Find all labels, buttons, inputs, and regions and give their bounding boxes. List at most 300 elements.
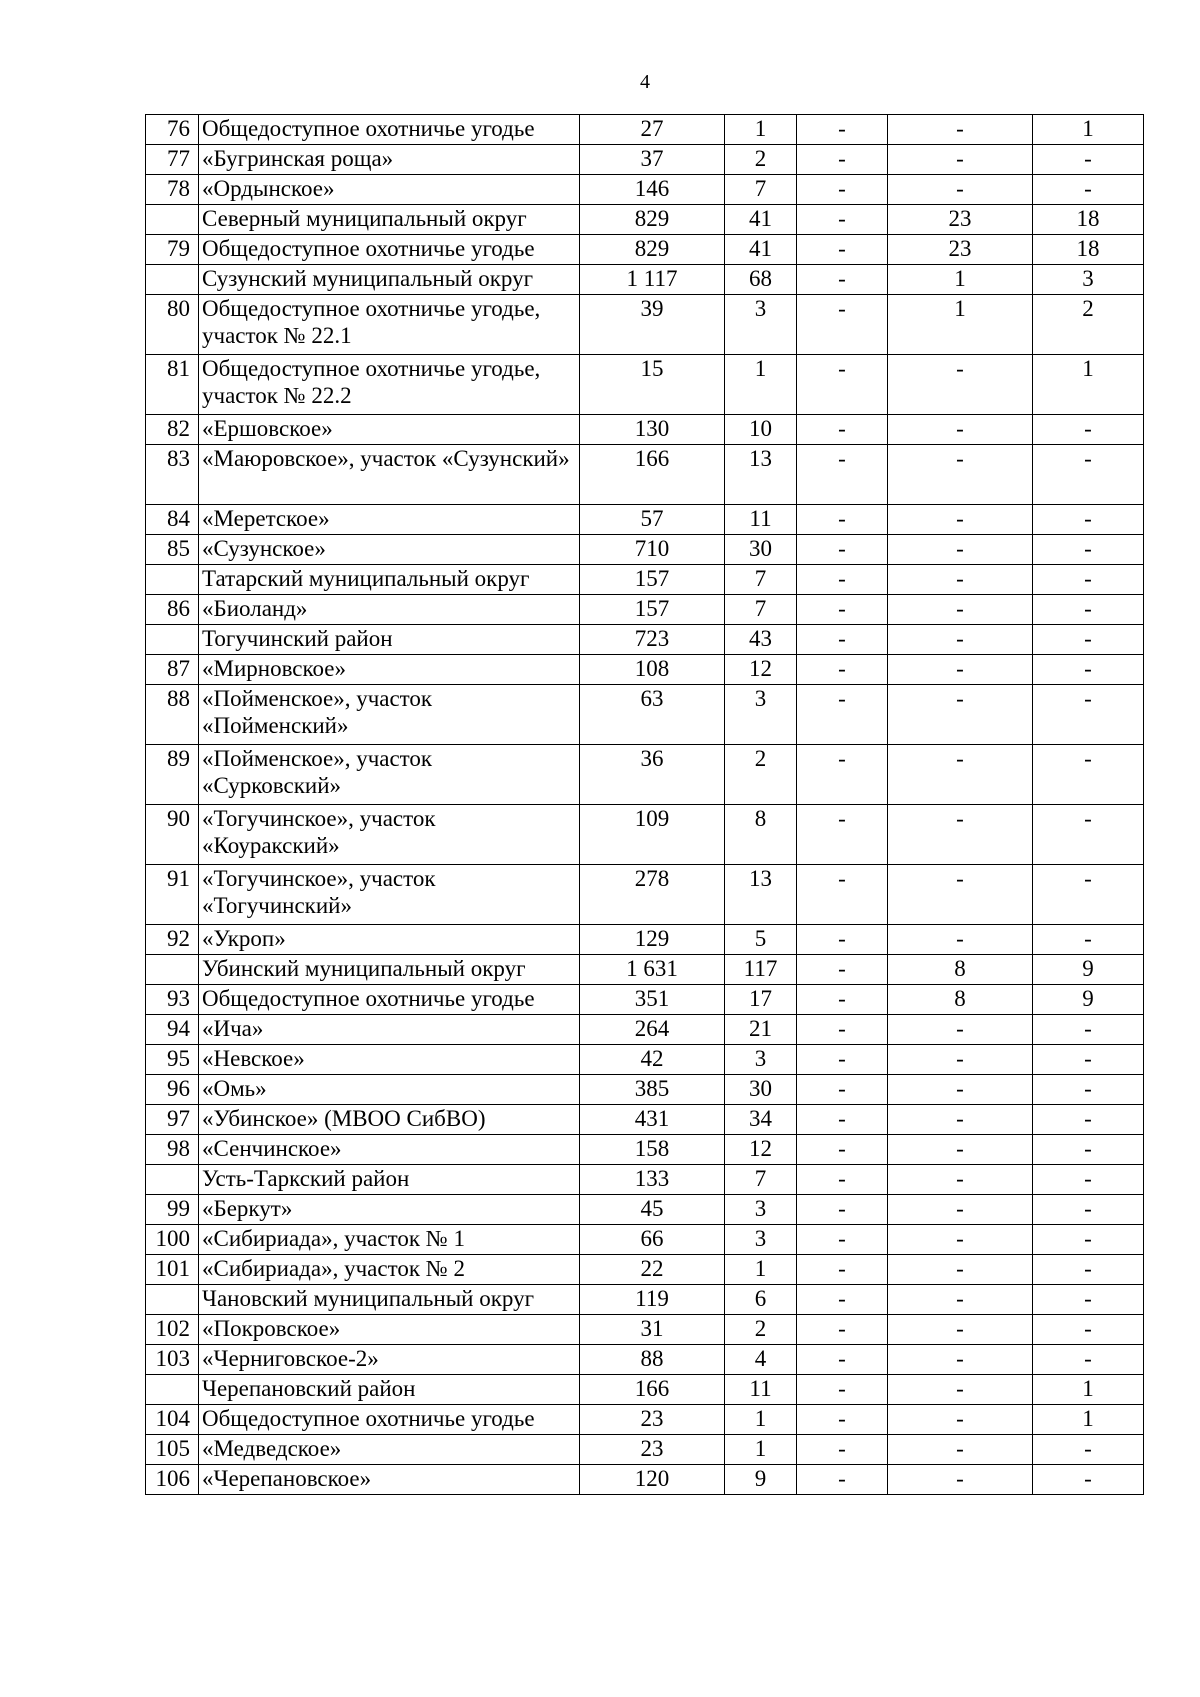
value-cell-4: - <box>888 1135 1033 1165</box>
table-row <box>146 235 1144 265</box>
table-row <box>146 925 1144 955</box>
value-cell-5: - <box>1033 415 1144 445</box>
value-cell-3: - <box>797 565 888 595</box>
value-cell-3: - <box>797 655 888 685</box>
row-number-cell <box>146 1285 199 1315</box>
table-row <box>146 1195 1144 1225</box>
value-cell-1: 42 <box>580 1045 725 1075</box>
value-cell-1: 22 <box>580 1255 725 1285</box>
value-cell-3: - <box>797 1435 888 1465</box>
row-name-cell: «Мирновское» <box>199 655 580 685</box>
value-cell-5: - <box>1033 1465 1144 1495</box>
row-number-cell: 89 <box>146 745 199 805</box>
row-name-cell: «Тогучинское», участок «Коуракский» <box>199 805 580 865</box>
row-name-cell: «Пойменское», участок «Сурковский» <box>199 745 580 805</box>
value-cell-1: 63 <box>580 685 725 745</box>
value-cell-1: 31 <box>580 1315 725 1345</box>
value-cell-4: - <box>888 1195 1033 1225</box>
value-cell-3: - <box>797 1105 888 1135</box>
value-cell-4: 23 <box>888 205 1033 235</box>
value-cell-5: 1 <box>1033 355 1144 415</box>
value-cell-2: 3 <box>725 1045 797 1075</box>
value-cell-4: - <box>888 745 1033 805</box>
value-cell-3: - <box>797 985 888 1015</box>
value-cell-4: - <box>888 415 1033 445</box>
value-cell-3: - <box>797 1375 888 1405</box>
row-name-cell: «Омь» <box>199 1075 580 1105</box>
value-cell-1: 39 <box>580 295 725 355</box>
row-name-cell: Чановский муниципальный округ <box>199 1285 580 1315</box>
row-number-cell <box>146 1165 199 1195</box>
value-cell-1: 264 <box>580 1015 725 1045</box>
value-cell-4: - <box>888 1045 1033 1075</box>
value-cell-3: - <box>797 265 888 295</box>
row-number-cell: 78 <box>146 175 199 205</box>
value-cell-1: 36 <box>580 745 725 805</box>
value-cell-4: - <box>888 1165 1033 1195</box>
table-row <box>146 1075 1144 1105</box>
value-cell-2: 11 <box>725 505 797 535</box>
row-name-cell: «Покровское» <box>199 1315 580 1345</box>
value-cell-2: 1 <box>725 355 797 415</box>
row-name-cell: Общедоступное охотничье угодье <box>199 985 580 1015</box>
row-name-cell: «Медведское» <box>199 1435 580 1465</box>
value-cell-5: - <box>1033 1285 1144 1315</box>
table-row <box>146 1105 1144 1135</box>
row-name-cell: «Бугринская роща» <box>199 145 580 175</box>
value-cell-4: 1 <box>888 265 1033 295</box>
row-number-cell: 96 <box>146 1075 199 1105</box>
value-cell-2: 3 <box>725 685 797 745</box>
value-cell-5: - <box>1033 595 1144 625</box>
row-number-cell: 95 <box>146 1045 199 1075</box>
row-name-cell: Общедоступное охотничье угодье, участок № 22.2 <box>199 355 580 415</box>
value-cell-4: - <box>888 1435 1033 1465</box>
row-name-cell: «Ича» <box>199 1015 580 1045</box>
value-cell-1: 1 631 <box>580 955 725 985</box>
row-number-cell: 81 <box>146 355 199 415</box>
value-cell-1: 166 <box>580 445 725 505</box>
value-cell-5: - <box>1033 1225 1144 1255</box>
value-cell-4: - <box>888 445 1033 505</box>
value-cell-2: 43 <box>725 625 797 655</box>
value-cell-1: 133 <box>580 1165 725 1195</box>
value-cell-3: - <box>797 1225 888 1255</box>
row-name-cell: Усть-Таркский район <box>199 1165 580 1195</box>
table-row <box>146 1405 1144 1435</box>
row-name-cell: Общедоступное охотничье угодье <box>199 235 580 265</box>
row-name-cell: «Меретское» <box>199 505 580 535</box>
value-cell-2: 1 <box>725 115 797 145</box>
row-number-cell: 84 <box>146 505 199 535</box>
row-name-cell: «Ершовское» <box>199 415 580 445</box>
page-number: 4 <box>640 71 650 93</box>
row-number-cell: 93 <box>146 985 199 1015</box>
value-cell-5: - <box>1033 535 1144 565</box>
row-number-cell: 106 <box>146 1465 199 1495</box>
row-number-cell: 85 <box>146 535 199 565</box>
row-name-cell: «Пойменское», участок «Пойменский» <box>199 685 580 745</box>
value-cell-5: - <box>1033 1165 1144 1195</box>
value-cell-2: 4 <box>725 1345 797 1375</box>
value-cell-2: 34 <box>725 1105 797 1135</box>
value-cell-1: 166 <box>580 1375 725 1405</box>
value-cell-2: 12 <box>725 655 797 685</box>
value-cell-3: - <box>797 595 888 625</box>
value-cell-2: 1 <box>725 1405 797 1435</box>
table-row <box>146 1315 1144 1345</box>
value-cell-4: 8 <box>888 985 1033 1015</box>
row-number-cell <box>146 565 199 595</box>
value-cell-2: 41 <box>725 205 797 235</box>
value-cell-5: 18 <box>1033 205 1144 235</box>
table-row <box>146 355 1144 415</box>
value-cell-2: 13 <box>725 865 797 925</box>
value-cell-3: - <box>797 1465 888 1495</box>
value-cell-3: - <box>797 205 888 235</box>
value-cell-3: - <box>797 865 888 925</box>
value-cell-3: - <box>797 805 888 865</box>
value-cell-2: 2 <box>725 1315 797 1345</box>
row-number-cell <box>146 955 199 985</box>
value-cell-4: - <box>888 115 1033 145</box>
value-cell-1: 120 <box>580 1465 725 1495</box>
table-row <box>146 1045 1144 1075</box>
value-cell-1: 109 <box>580 805 725 865</box>
table-row <box>146 805 1144 865</box>
value-cell-3: - <box>797 925 888 955</box>
value-cell-2: 10 <box>725 415 797 445</box>
row-number-cell: 83 <box>146 445 199 505</box>
value-cell-3: - <box>797 115 888 145</box>
value-cell-3: - <box>797 1405 888 1435</box>
value-cell-3: - <box>797 955 888 985</box>
value-cell-2: 11 <box>725 1375 797 1405</box>
row-name-cell: «Невское» <box>199 1045 580 1075</box>
table-row <box>146 1135 1144 1165</box>
value-cell-4: - <box>888 535 1033 565</box>
row-number-cell: 101 <box>146 1255 199 1285</box>
value-cell-3: - <box>797 1015 888 1045</box>
value-cell-5: - <box>1033 625 1144 655</box>
value-cell-4: - <box>888 145 1033 175</box>
row-number-cell: 80 <box>146 295 199 355</box>
table-row <box>146 1255 1144 1285</box>
value-cell-1: 129 <box>580 925 725 955</box>
value-cell-5: - <box>1033 445 1144 505</box>
value-cell-3: - <box>797 745 888 805</box>
value-cell-5: - <box>1033 1345 1144 1375</box>
value-cell-3: - <box>797 625 888 655</box>
value-cell-5: - <box>1033 145 1144 175</box>
value-cell-1: 57 <box>580 505 725 535</box>
row-name-cell: Общедоступное охотничье угодье <box>199 1405 580 1435</box>
value-cell-1: 278 <box>580 865 725 925</box>
value-cell-5: - <box>1033 1435 1144 1465</box>
value-cell-3: - <box>797 505 888 535</box>
value-cell-1: 385 <box>580 1075 725 1105</box>
value-cell-4: - <box>888 505 1033 535</box>
row-name-cell: «Маюровское», участок «Сузунский» <box>199 445 580 505</box>
value-cell-3: - <box>797 235 888 265</box>
value-cell-1: 351 <box>580 985 725 1015</box>
row-name-cell: «Сузунское» <box>199 535 580 565</box>
value-cell-2: 117 <box>725 955 797 985</box>
value-cell-5: - <box>1033 1015 1144 1045</box>
table-row <box>146 685 1144 745</box>
value-cell-2: 21 <box>725 1015 797 1045</box>
value-cell-3: - <box>797 295 888 355</box>
value-cell-4: - <box>888 1015 1033 1045</box>
table-row <box>146 745 1144 805</box>
table-row <box>146 955 1144 985</box>
row-number-cell: 98 <box>146 1135 199 1165</box>
value-cell-2: 2 <box>725 745 797 805</box>
row-number-cell <box>146 625 199 655</box>
value-cell-5: - <box>1033 565 1144 595</box>
value-cell-5: - <box>1033 925 1144 955</box>
row-number-cell: 86 <box>146 595 199 625</box>
value-cell-3: - <box>797 1135 888 1165</box>
value-cell-2: 9 <box>725 1465 797 1495</box>
value-cell-4: - <box>888 1075 1033 1105</box>
value-cell-4: - <box>888 1225 1033 1255</box>
row-number-cell <box>146 205 199 235</box>
row-number-cell: 100 <box>146 1225 199 1255</box>
row-name-cell: «Убинское» (МВОО СибВО) <box>199 1105 580 1135</box>
value-cell-2: 5 <box>725 925 797 955</box>
value-cell-1: 158 <box>580 1135 725 1165</box>
value-cell-4: - <box>888 1465 1033 1495</box>
value-cell-5: 1 <box>1033 1375 1144 1405</box>
value-cell-4: 1 <box>888 295 1033 355</box>
table-row <box>146 415 1144 445</box>
table-row <box>146 295 1144 355</box>
value-cell-5: - <box>1033 1315 1144 1345</box>
value-cell-4: - <box>888 355 1033 415</box>
value-cell-2: 7 <box>725 595 797 625</box>
row-name-cell: Северный муниципальный округ <box>199 205 580 235</box>
value-cell-4: - <box>888 1405 1033 1435</box>
value-cell-4: - <box>888 1285 1033 1315</box>
value-cell-1: 119 <box>580 1285 725 1315</box>
value-cell-3: - <box>797 1345 888 1375</box>
value-cell-4: - <box>888 685 1033 745</box>
value-cell-3: - <box>797 1075 888 1105</box>
value-cell-1: 66 <box>580 1225 725 1255</box>
value-cell-3: - <box>797 535 888 565</box>
value-cell-5: - <box>1033 1105 1144 1135</box>
value-cell-5: 1 <box>1033 1405 1144 1435</box>
value-cell-4: - <box>888 1105 1033 1135</box>
value-cell-1: 710 <box>580 535 725 565</box>
value-cell-4: - <box>888 925 1033 955</box>
table-row <box>146 445 1144 505</box>
value-cell-2: 41 <box>725 235 797 265</box>
row-name-cell: «Ордынское» <box>199 175 580 205</box>
table-row <box>146 1465 1144 1495</box>
value-cell-5: 9 <box>1033 985 1144 1015</box>
value-cell-4: - <box>888 1315 1033 1345</box>
value-cell-5: - <box>1033 175 1144 205</box>
table-row <box>146 535 1144 565</box>
value-cell-3: - <box>797 1165 888 1195</box>
table-row <box>146 625 1144 655</box>
row-name-cell: «Сибириада», участок № 2 <box>199 1255 580 1285</box>
value-cell-1: 37 <box>580 145 725 175</box>
value-cell-5: - <box>1033 745 1144 805</box>
table-row <box>146 565 1144 595</box>
value-cell-4: - <box>888 805 1033 865</box>
table-row <box>146 175 1144 205</box>
value-cell-1: 723 <box>580 625 725 655</box>
value-cell-2: 6 <box>725 1285 797 1315</box>
value-cell-1: 88 <box>580 1345 725 1375</box>
row-number-cell: 90 <box>146 805 199 865</box>
table-row <box>146 1285 1144 1315</box>
row-number-cell: 87 <box>146 655 199 685</box>
value-cell-3: - <box>797 415 888 445</box>
table-row <box>146 1345 1144 1375</box>
value-cell-4: - <box>888 565 1033 595</box>
value-cell-4: - <box>888 865 1033 925</box>
value-cell-5: 9 <box>1033 955 1144 985</box>
value-cell-2: 7 <box>725 1165 797 1195</box>
value-cell-1: 431 <box>580 1105 725 1135</box>
value-cell-3: - <box>797 685 888 745</box>
value-cell-2: 7 <box>725 565 797 595</box>
row-number-cell: 77 <box>146 145 199 175</box>
table-row <box>146 505 1144 535</box>
row-number-cell: 104 <box>146 1405 199 1435</box>
row-number-cell: 99 <box>146 1195 199 1225</box>
table-row <box>146 1225 1144 1255</box>
table-row <box>146 985 1144 1015</box>
table-row <box>146 655 1144 685</box>
table-row <box>146 115 1144 145</box>
value-cell-5: - <box>1033 685 1144 745</box>
row-name-cell: «Сенчинское» <box>199 1135 580 1165</box>
value-cell-1: 23 <box>580 1435 725 1465</box>
value-cell-5: - <box>1033 1045 1144 1075</box>
value-cell-3: - <box>797 1285 888 1315</box>
row-number-cell <box>146 265 199 295</box>
row-name-cell: «Сибириада», участок № 1 <box>199 1225 580 1255</box>
value-cell-4: 8 <box>888 955 1033 985</box>
value-cell-1: 1 117 <box>580 265 725 295</box>
value-cell-4: - <box>888 175 1033 205</box>
value-cell-4: - <box>888 1375 1033 1405</box>
value-cell-1: 15 <box>580 355 725 415</box>
table-row <box>146 265 1144 295</box>
value-cell-1: 23 <box>580 1405 725 1435</box>
value-cell-1: 108 <box>580 655 725 685</box>
value-cell-3: - <box>797 175 888 205</box>
table-row <box>146 145 1144 175</box>
value-cell-2: 13 <box>725 445 797 505</box>
value-cell-2: 30 <box>725 535 797 565</box>
value-cell-1: 157 <box>580 595 725 625</box>
value-cell-5: - <box>1033 1135 1144 1165</box>
row-name-cell: «Биоланд» <box>199 595 580 625</box>
value-cell-5: - <box>1033 805 1144 865</box>
value-cell-5: 2 <box>1033 295 1144 355</box>
value-cell-5: - <box>1033 655 1144 685</box>
row-name-cell: Убинский муниципальный округ <box>199 955 580 985</box>
row-name-cell: Сузунский муниципальный округ <box>199 265 580 295</box>
value-cell-2: 68 <box>725 265 797 295</box>
row-name-cell: Общедоступное охотничье угодье, участок № 22.1 <box>199 295 580 355</box>
value-cell-5: - <box>1033 1255 1144 1285</box>
value-cell-2: 1 <box>725 1435 797 1465</box>
row-number-cell: 105 <box>146 1435 199 1465</box>
value-cell-3: - <box>797 1255 888 1285</box>
row-number-cell: 88 <box>146 685 199 745</box>
row-number-cell <box>146 1375 199 1405</box>
value-cell-1: 829 <box>580 205 725 235</box>
value-cell-5: - <box>1033 505 1144 535</box>
value-cell-4: - <box>888 1255 1033 1285</box>
row-name-cell: Татарский муниципальный округ <box>199 565 580 595</box>
value-cell-1: 829 <box>580 235 725 265</box>
table-row <box>146 865 1144 925</box>
row-number-cell: 82 <box>146 415 199 445</box>
row-number-cell: 79 <box>146 235 199 265</box>
row-name-cell: «Укроп» <box>199 925 580 955</box>
value-cell-1: 45 <box>580 1195 725 1225</box>
value-cell-1: 27 <box>580 115 725 145</box>
row-number-cell: 97 <box>146 1105 199 1135</box>
value-cell-3: - <box>797 145 888 175</box>
row-number-cell: 76 <box>146 115 199 145</box>
value-cell-2: 3 <box>725 295 797 355</box>
row-name-cell: «Тогучинское», участок «Тогучинский» <box>199 865 580 925</box>
value-cell-3: - <box>797 355 888 415</box>
value-cell-5: 18 <box>1033 235 1144 265</box>
table-row <box>146 595 1144 625</box>
table-row <box>146 1165 1144 1195</box>
row-number-cell: 94 <box>146 1015 199 1045</box>
value-cell-5: - <box>1033 865 1144 925</box>
value-cell-3: - <box>797 1315 888 1345</box>
value-cell-4: 23 <box>888 235 1033 265</box>
row-number-cell: 102 <box>146 1315 199 1345</box>
value-cell-5: - <box>1033 1075 1144 1105</box>
row-number-cell: 103 <box>146 1345 199 1375</box>
table-row <box>146 1375 1144 1405</box>
value-cell-4: - <box>888 595 1033 625</box>
table-body <box>146 115 1144 1495</box>
value-cell-2: 12 <box>725 1135 797 1165</box>
value-cell-3: - <box>797 445 888 505</box>
value-cell-4: - <box>888 655 1033 685</box>
value-cell-2: 2 <box>725 145 797 175</box>
value-cell-3: - <box>797 1195 888 1225</box>
value-cell-5: 3 <box>1033 265 1144 295</box>
table-row <box>146 1435 1144 1465</box>
row-name-cell: «Черниговское-2» <box>199 1345 580 1375</box>
value-cell-4: - <box>888 1345 1033 1375</box>
row-name-cell: «Беркут» <box>199 1195 580 1225</box>
value-cell-2: 3 <box>725 1195 797 1225</box>
row-name-cell: Общедоступное охотничье угодье <box>199 115 580 145</box>
value-cell-2: 1 <box>725 1255 797 1285</box>
row-name-cell: «Черепановское» <box>199 1465 580 1495</box>
value-cell-2: 17 <box>725 985 797 1015</box>
value-cell-2: 7 <box>725 175 797 205</box>
row-number-cell: 91 <box>146 865 199 925</box>
row-number-cell: 92 <box>146 925 199 955</box>
